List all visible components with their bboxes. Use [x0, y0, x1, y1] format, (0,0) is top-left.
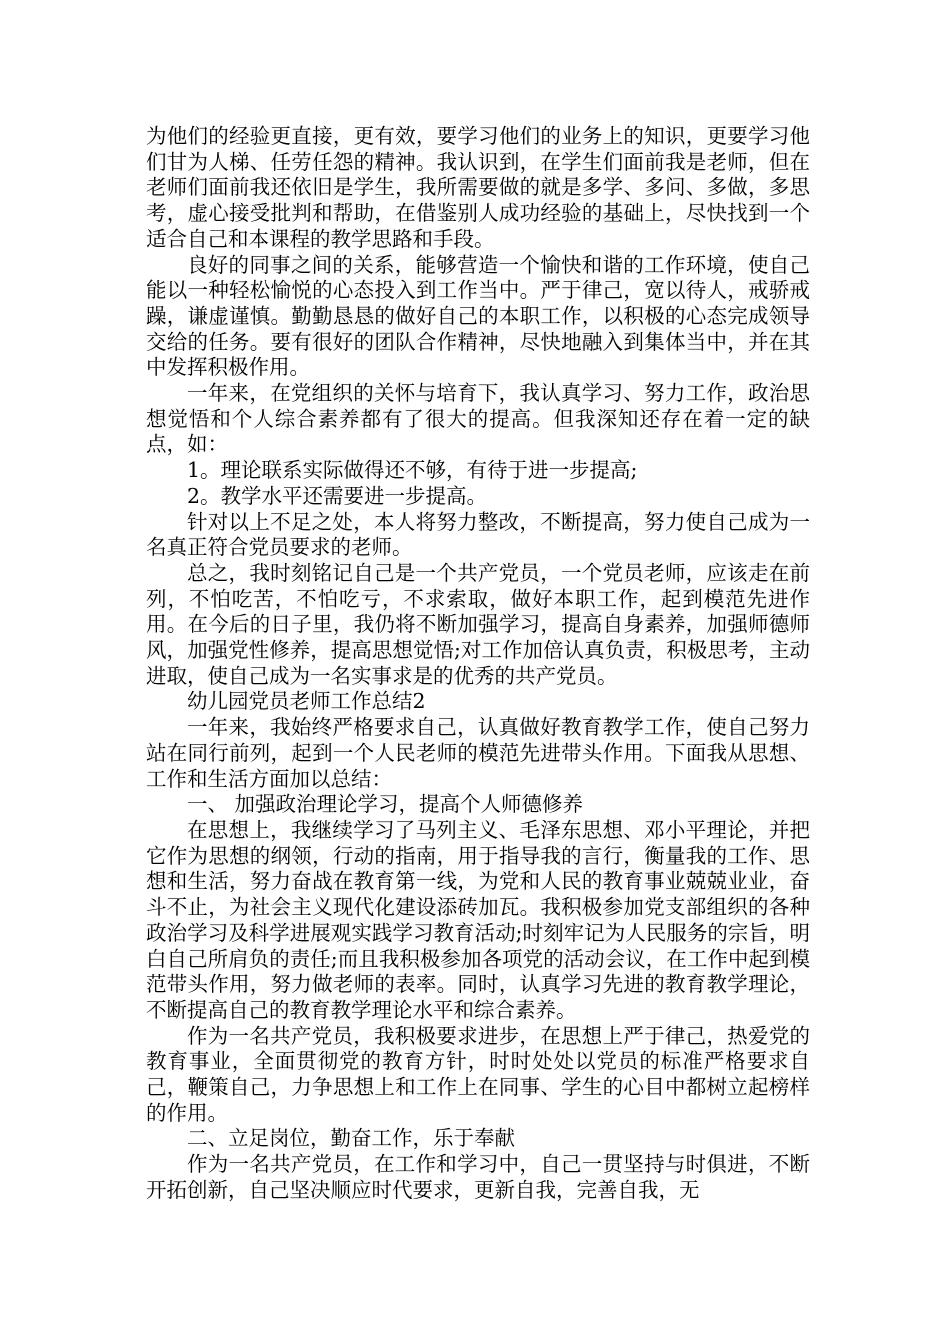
paragraph-5: 总之，我时刻铭记自己是一个共产党员，一个党员老师，应该走在前列，不怕吃苦，不怕吃亏，不求索取，做好本职工作，起到模范先进作用。在今后的日子里，我仍将不断加强学习，提高自身素养，加强师德师风，加强党性修养，提高思想觉悟;对工作加倍认真负责，积极思考，主动进取，使自己成为一名实事求是的优秀的共产党员。 — [146, 560, 810, 688]
paragraph-7: 在思想上，我继续学习了马列主义、毛泽东思想、邓小平理论，并把它作为思想的纲领，行动的指南，用于指导我的言行，衡量我的工作、思想和生活，努力奋战在教育第一线，为党和人民的教育事业兢兢业业，奋斗不止，为社会主义现代化建设添砖加瓦。我积极参加党支部组织的各种政治学习及科学进展观实践学习教育活动;时刻牢记为人民服务的宗旨，明白自己所肩负的责任;而且我积极参加各项党的活动会议，在工作中起到模范带头作用，努力做老师的表率。同时，认真学习先进的教育教学理论，不断提高自己的教育教学理论水平和综合素养。 — [146, 817, 810, 1022]
section-title: 幼儿园党员老师工作总结2 — [187, 689, 426, 714]
document-body — [146, 124, 810, 1204]
paragraph-1: 为他们的经验更直接，更有效，要学习他们的业务上的知识，更要学习他们甘为人梯、任劳任怨的精神。我认识到，在学生们面前我是老师，但在老师们面前我还依旧是学生，我所需要做的就是多学、多问、多做，多思考，虚心接受批判和帮助，在借鉴别人成功经验的基础上，尽快找到一个适合自己和本课程的教学思路和手段。 — [146, 124, 810, 251]
paragraph-2: 良好的同事之间的关系，能够营造一个愉快和谐的工作环境，使自己能以一种轻松愉悦的心态投入到工作当中。严于律己，宽以待人，戒骄戒躁，谦虚谨慎。勤勤恳恳的做好自己的本职工作，以积极的心态完成领导交给的任务。要有很好的团队合作精神，尽快地融入到集体当中，并在其中发挥积极作用。 — [146, 252, 810, 380]
heading-2: 二、立足岗位，勤奋工作，乐于奉献 — [187, 1126, 515, 1151]
paragraph-8: 作为一名共产党员，我积极要求进步，在思想上严于律己，热爱党的教育事业，全面贯彻党的教育方针，时时处处以党员的标准严格要求自己，鞭策自己，力争思想上和工作上在同事、学生的心目中都树立起榜样的作用。 — [146, 1023, 810, 1125]
paragraph-3: 一年来，在党组织的关怀与培育下，我认真学习、努力工作，政治思想觉悟和个人综合素养都有了很大的提高。但我深知还存在着一定的缺点，如： — [146, 381, 810, 457]
heading-1: 一、 加强政治理论学习，提高个人师德修养 — [187, 792, 584, 817]
paragraph-4: 针对以上不足之处，本人将努力整改，不断提高，努力使自己成为一名真正符合党员要求的老师。 — [146, 509, 810, 560]
list-item-1: 1。理论联系实际做得还不够，有待于进一步提高; — [187, 458, 638, 483]
paragraph-9: 作为一名共产党员，在工作和学习中，自己一贯坚持与时俱进，不断开拓创新，自己坚决顺应时代要求，更新自我，完善自我，无 — [146, 1152, 810, 1202]
paragraph-6: 一年来，我始终严格要求自己，认真做好教育教学工作，使自己努力站在同行前列，起到一个人民老师的模范先进带头作用。下面我从思想、工作和生活方面加以总结： — [146, 715, 810, 791]
list-item-2: 2。教学水平还需要进一步提高。 — [187, 483, 488, 508]
